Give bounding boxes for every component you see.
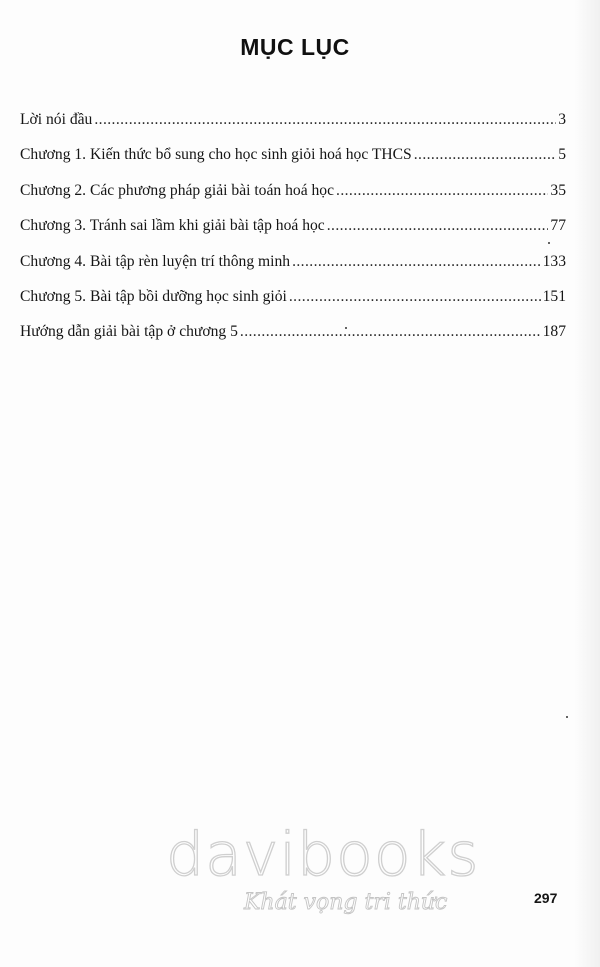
print-speck [566,716,568,718]
toc-entry-title: Hướng dẫn giải bài tập ở chương 5 [20,323,238,341]
page-title: MỤC LỤC [240,34,350,60]
toc-entry [20,111,566,146]
toc-entry-title: Chương 3. Tránh sai lầm khi giải bài tập hoá học [20,217,325,235]
toc-leader-dots [336,182,548,200]
page-number: 297 [534,890,558,906]
toc-leader-dots [289,288,541,306]
toc-entry-page: 77 [550,217,566,235]
toc-entry [20,253,566,288]
toc-entry-page: 151 [542,287,566,305]
table-of-contents [20,111,566,359]
toc-entry-title: Chương 2. Các phương pháp giải bài toán hoá học [20,181,335,199]
toc-entry [20,323,566,358]
print-speck [548,242,550,244]
toc-leader-dots [94,111,556,129]
toc-leader-dots [414,146,556,164]
toc-entry-title: Chương 1. Kiến thức bổ sung cho học sinh giỏi hoá học THCS [20,146,412,164]
toc-entry [20,288,566,323]
toc-entry-page: 5 [558,146,566,164]
toc-entry [20,182,566,217]
watermark-logo: davibooks [166,820,480,890]
toc-entry-page: 187 [542,323,566,341]
toc-entry-page: 35 [550,181,566,199]
toc-entry-page: 133 [542,252,566,270]
toc-entry-page: 3 [558,111,566,128]
toc-leader-dots [292,253,541,271]
toc-entry-title: Chương 4. Bài tập rèn luyện trí thông minh [20,252,291,270]
watermark-tagline: Khát vọng tri thức [244,890,448,915]
toc-entry [20,146,566,181]
toc-leader-dots [240,323,541,341]
page-edge-shadow [574,0,600,967]
print-speck [345,327,347,329]
toc-entry [20,217,566,252]
toc-leader-dots [327,217,549,235]
toc-entry-title: Chương 5. Bài tập bồi dưỡng học sinh giỏi [20,287,287,305]
toc-entry-title: Lời nói đầu [20,111,93,128]
